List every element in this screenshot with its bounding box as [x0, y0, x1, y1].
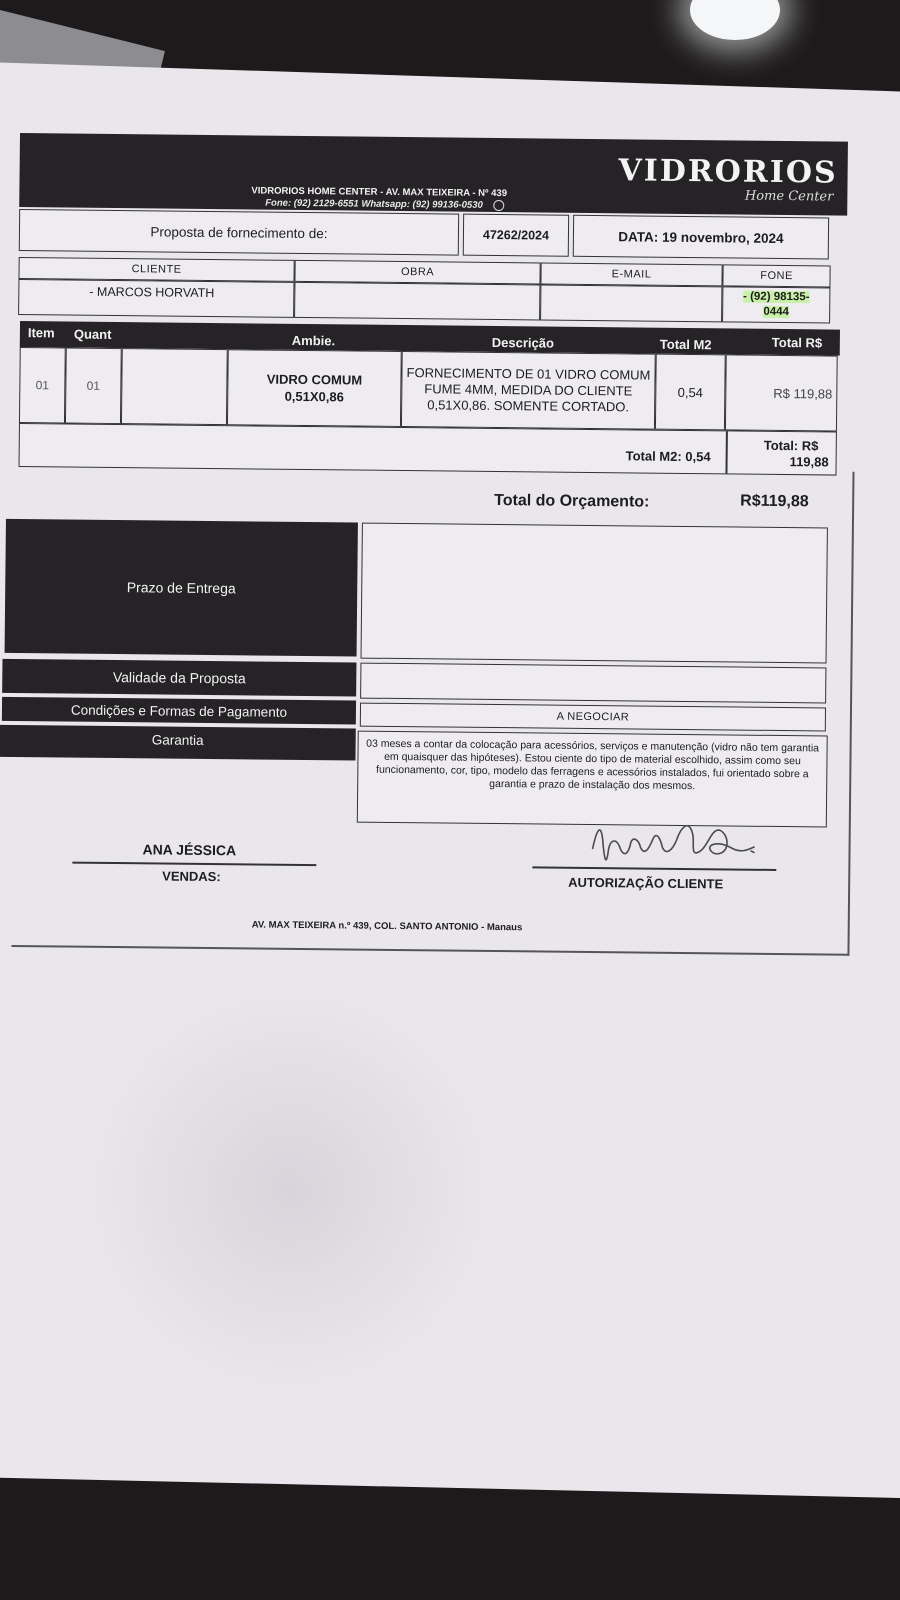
- item-product: [227, 349, 402, 427]
- items-header-item: Item: [27, 325, 55, 341]
- email-header: E-MAIL: [540, 262, 722, 286]
- client-authorization-label: AUTORIZAÇÃO CLIENTE: [568, 874, 724, 892]
- client-phone-line1: - (92) 98135-: [743, 290, 810, 304]
- seller-signature-line: [72, 862, 316, 866]
- company-phones: [265, 198, 504, 212]
- validity-label: Validade da Proposta: [2, 659, 356, 697]
- company-address: VIDRORIOS HOME CENTER - AV. MAX TEIXEIRA - Nº 439: [251, 185, 508, 200]
- footer-total-rs-label: Total: R$: [763, 437, 819, 454]
- company-logo: VIDRORIOS: [618, 153, 838, 191]
- items-header-quant: Quant: [73, 326, 112, 342]
- delivery-time-value: [361, 523, 828, 664]
- company-header: [19, 133, 848, 216]
- phone-header: FONE: [722, 264, 830, 287]
- warranty-label: Garantia: [0, 725, 356, 761]
- validity-value: [360, 663, 826, 704]
- client-phone: [722, 286, 830, 323]
- seller-name: ANA JÉSSICA: [142, 841, 237, 859]
- client-phone-line2: 0444: [763, 305, 790, 319]
- company-logo-tagline: Home Center: [744, 188, 834, 205]
- payment-conditions-label: Condições e Formas de Pagamento: [2, 697, 356, 725]
- delivery-time-label: Prazo de Entrega: [5, 519, 358, 657]
- items-header-total-rs: Total R$: [771, 334, 823, 351]
- proposal-date: DATA: 19 novembro, 2024: [573, 215, 829, 260]
- item-ambiente: [121, 348, 228, 425]
- item-total-m2: 0,54: [655, 354, 726, 431]
- footer-total-rs-value: 119,88: [789, 454, 829, 470]
- item-quantity: 01: [65, 347, 122, 424]
- budget-total-value: R$119,88: [740, 492, 809, 511]
- ceiling-lamp-glare: [690, 0, 780, 40]
- footer-divider: [725, 431, 727, 473]
- obra-value: [294, 282, 540, 321]
- items-header-ambiente: Ambie.: [291, 332, 336, 349]
- client-name: - MARCOS HORVATH: [18, 279, 294, 318]
- obra-header: OBRA: [294, 260, 540, 285]
- proposal-number: 47262/2024: [463, 214, 569, 257]
- email-value: [540, 284, 722, 322]
- item-number: 01: [19, 347, 66, 423]
- paper-shadow: [80, 980, 500, 1400]
- seller-label: VENDAS:: [162, 868, 221, 885]
- footer-total-m2: Total M2: 0,54: [625, 448, 711, 465]
- item-product-name: VIDRO COMUM: [266, 371, 363, 388]
- payment-conditions-value: A NEGOCIAR: [360, 703, 826, 732]
- item-total-rs: R$ 119,88: [725, 354, 838, 431]
- budget-total-label: Total do Orçamento:: [494, 491, 650, 511]
- warranty-text: 03 meses a contar da colocação para acessórios, serviços e manutenção (vidro não tem garantia em quaisquer das hipóteses). Estou ciente do tipo de material escolhido, assim como seu funcionamento, cor, tipo, modelo das ferragens e acessórios instalados, fui orientado sobre a garantia e prazo de instalação dos mesmos.: [357, 731, 828, 828]
- item-product-size: 0,51X0,86: [284, 388, 344, 405]
- whatsapp-icon: [493, 200, 504, 211]
- proposal-label: Proposta de fornecimento de:: [19, 209, 459, 256]
- document-bottom-border: [11, 945, 849, 955]
- quote-document: [11, 133, 848, 962]
- footer-address: AV. MAX TEIXEIRA n.º 439, COL. SANTO ANTONIO - Manaus: [251, 919, 523, 934]
- client-header: CLIENTE: [18, 257, 294, 282]
- items-header-total-m2: Total M2: [659, 336, 712, 353]
- items-footer: [19, 423, 837, 476]
- items-header-descricao: Descrição: [491, 334, 555, 351]
- item-description: FORNECIMENTO DE 01 VIDRO COMUM FUME 4MM, MEDIDA DO CLIENTE 0,51X0,86. SOMENTE CORTADO.: [401, 351, 656, 430]
- company-phones-text: Fone: (92) 2129-6551 Whatsapp: (92) 99136-0530: [265, 197, 483, 211]
